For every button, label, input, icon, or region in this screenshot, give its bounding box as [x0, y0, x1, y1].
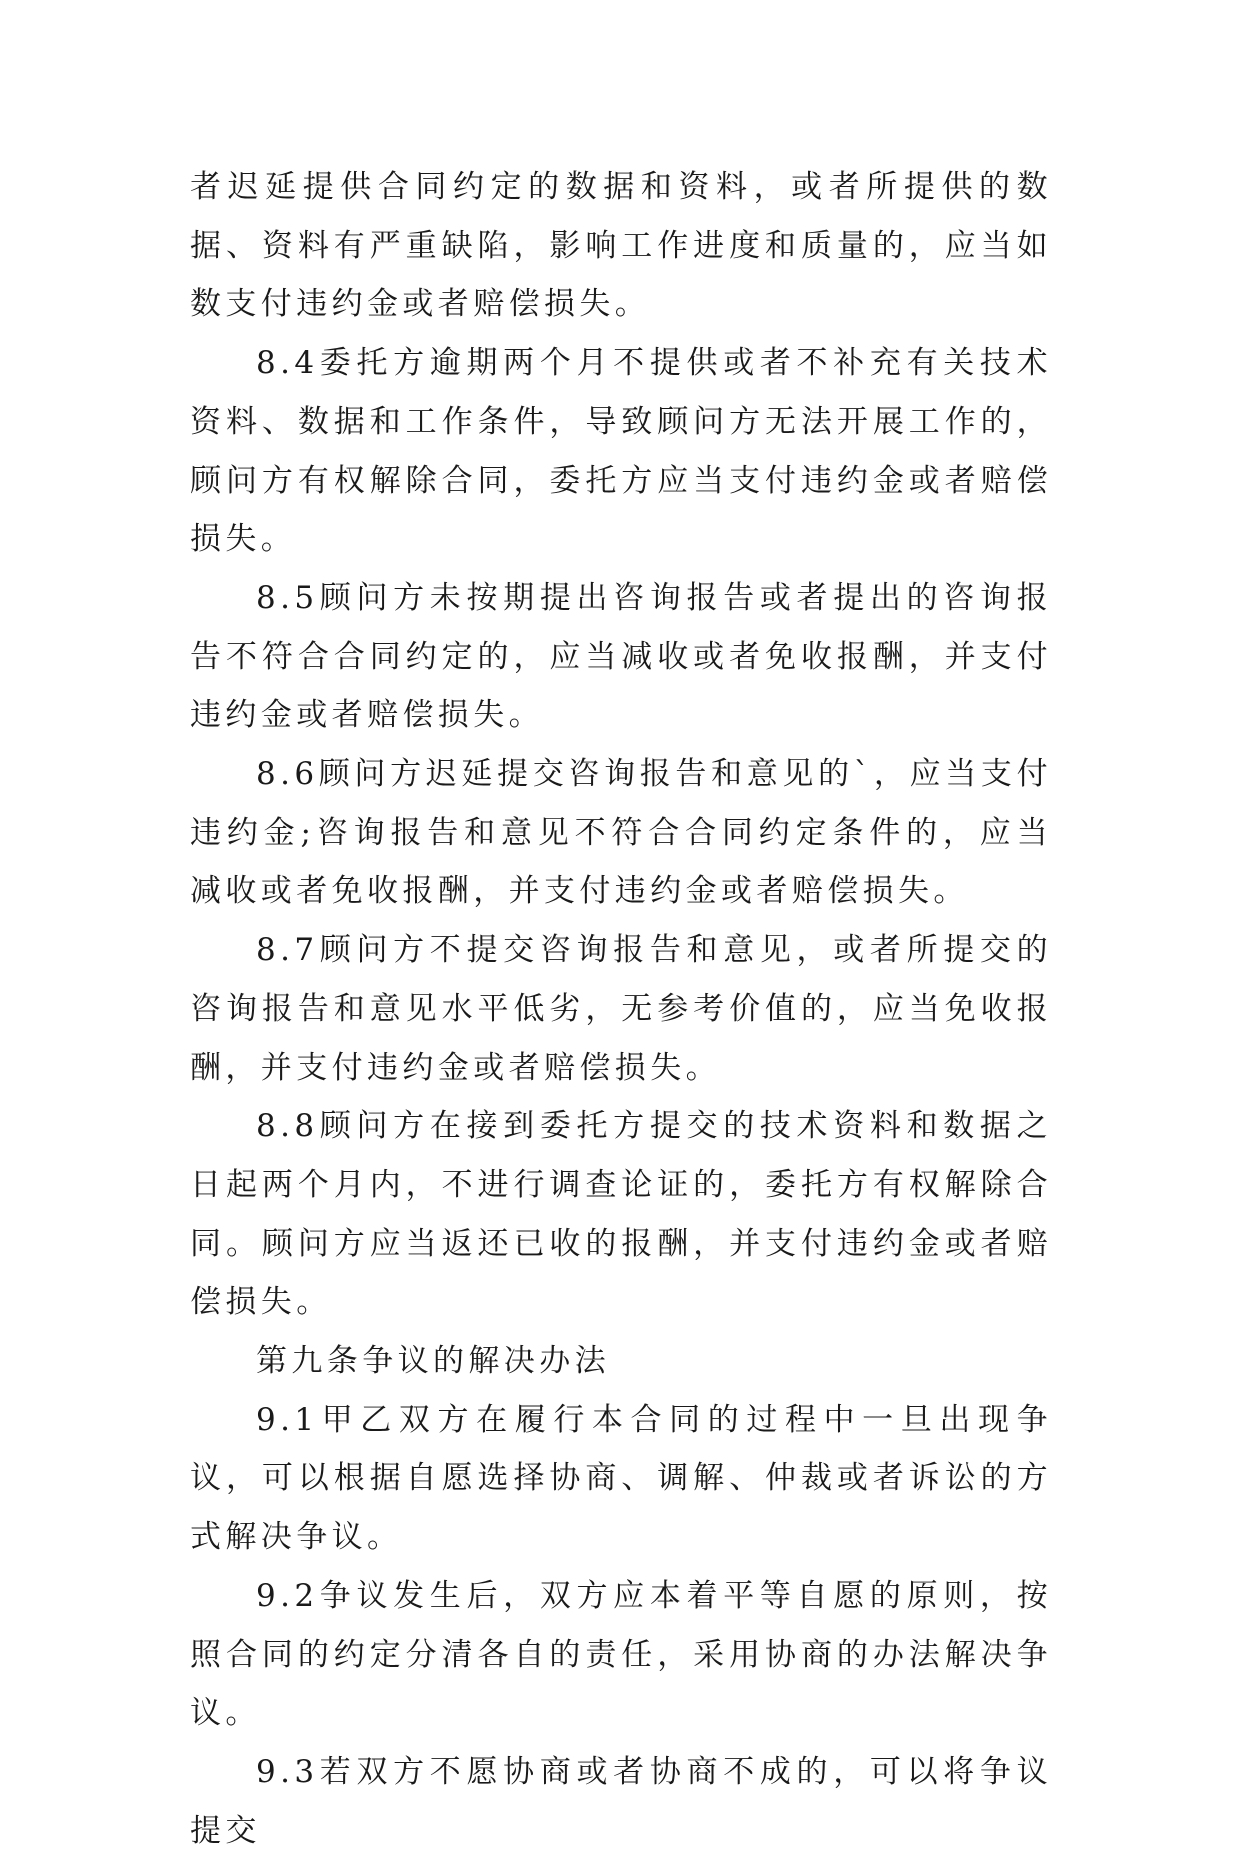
clause-8-4: 8.4委托方逾期两个月不提供或者不补充有关技术资料、数据和工作条件，导致顾问方无法开展工作的，顾问方有权解除合同，委托方应当支付违约金或者赔偿损失。 — [190, 345, 1052, 558]
clause-8-6: 8.6顾问方迟延提交咨询报告和意见的`，应当支付违约金;咨询报告和意见不符合合同约定条件的，应当减收或者免收报酬，并支付违约金或者赔偿损失。 — [190, 756, 1052, 910]
section-heading-article-9: 第九条争议的解决办法 — [256, 1343, 610, 1380]
clause-9-1: 9.1甲乙双方在履行本合同的过程中一旦出现争议，可以根据自愿选择协商、调解、仲裁或者诉讼的方式解决争议。 — [190, 1401, 1052, 1556]
clause-8-8: 8.8顾问方在接到委托方提交的技术资料和数据之日起两个月内，不进行调查论证的，委托方有权解除合同。顾问方应当返还已收的报酬，并支付违约金或者赔偿损失。 — [190, 1108, 1052, 1321]
paragraph-continuation: 者迟延提供合同约定的数据和资料，或者所提供的数据、资料有严重缺陷，影响工作进度和质量的，应当如数支付违约金或者赔偿损失。 — [190, 169, 1052, 323]
clause-9-2: 9.2争议发生后，双方应本着平等自愿的原则，按照合同的约定分清各自的责任，采用协商的办法解决争议。 — [190, 1577, 1052, 1732]
clause-9-3: 9.3若双方不愿协商或者协商不成的，可以将争议提交 — [190, 1753, 1052, 1849]
document-body — [190, 158, 1052, 1860]
clause-8-5: 8.5顾问方未按期提出咨询报告或者提出的咨询报告不符合合同约定的，应当减收或者免收报酬，并支付违约金或者赔偿损失。 — [190, 579, 1052, 734]
clause-8-7: 8.7顾问方不提交咨询报告和意见，或者所提交的咨询报告和意见水平低劣，无参考价值的，应当免收报酬，并支付违约金或者赔偿损失。 — [190, 932, 1052, 1086]
